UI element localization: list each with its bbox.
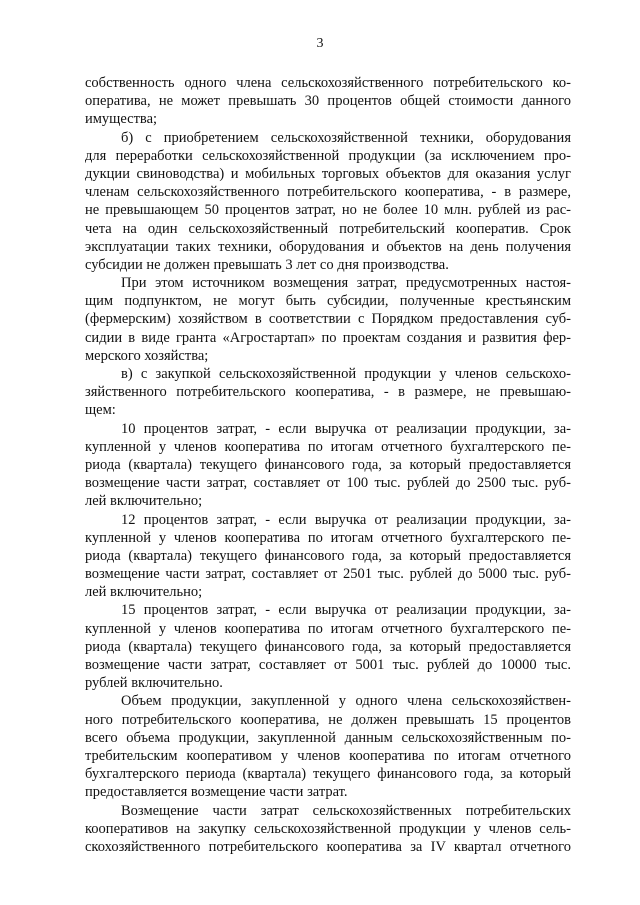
text-line: эксплуатации таких техники, оборудования и объектов на день получения: [85, 238, 571, 255]
page-number: 3: [316, 36, 324, 51]
text-line: купленной у членов кооператива по итогам отчетного бухгалтерского пе-: [85, 529, 571, 546]
text-line: субсидии не должен превышать 3 лет со дня производства.: [85, 256, 449, 273]
text-line: лей включительно;: [85, 493, 203, 510]
text-line: (фермерским) хозяйством в соответствии с Порядком предоставления суб-: [85, 311, 571, 328]
text-line: не превышающем 50 процентов затрат, но не более 10 млн. рублей из рас-: [85, 202, 571, 219]
text-line: возмещение части затрат, составляет от 100 тыс. рублей до 2500 тыс. руб-: [85, 475, 571, 492]
text-line: собственность одного члена сельскохозяйственного потребительского ко-: [85, 75, 571, 91]
text-line: риода (квартала) текущего финансового года, за который предоставляется: [85, 547, 571, 564]
text-line: б) с приобретением сельскохозяйственной техники, оборудования: [121, 129, 571, 146]
text-line: скохозяйственного потребительского кооператива за IV квартал отчетного: [85, 838, 571, 855]
text-line: ного потребительского кооператива, не должен превышать 15 процентов: [85, 711, 571, 728]
text-line: сидии в виде гранта «Агростартап» по проектам создания и развития фер-: [85, 329, 571, 346]
text-line: 10 процентов затрат, - если выручка от реализации продукции, за-: [121, 420, 571, 437]
text-line: При этом источником возмещения затрат, предусмотренных настоя-: [121, 275, 571, 292]
text-line: всего объема продукции, закупленной данным сельскохозяйственным по-: [85, 729, 571, 746]
document-body: [85, 74, 571, 856]
text-line: оператива, не может превышать 30 процентов общей стоимости данного: [85, 93, 571, 110]
text-line: в) с закупкой сельскохозяйственной продукции у членов сельскохо-: [121, 366, 571, 382]
text-line: требительским кооперативом у членов кооператива по итогам отчетного: [85, 747, 571, 764]
text-line: купленной у членов кооператива по итогам отчетного бухгалтерского пе-: [85, 620, 571, 637]
text-line: 15 процентов затрат, - если выручка от реализации продукции, за-: [121, 602, 571, 619]
text-line: риода (квартала) текущего финансового года, за который предоставляется: [85, 638, 571, 655]
text-line: щим подпунктом, не могут быть субсидии, полученные крестьянским: [85, 293, 571, 310]
text-line: членам сельскохозяйственного потребительского кооператива, - в размере,: [85, 184, 571, 201]
text-line: купленной у членов кооператива по итогам отчетного бухгалтерского пе-: [85, 438, 571, 455]
text-line: мерского хозяйства;: [85, 347, 209, 364]
text-line: зяйственного потребительского кооператива, - в размере, не превышаю-: [85, 384, 571, 401]
text-line: возмещение части затрат, составляет от 2501 тыс. рублей до 5000 тыс. руб-: [85, 566, 571, 583]
text-line: лей включительно;: [85, 584, 203, 601]
text-line: бухгалтерского периода (квартала) текущего финансового года, за который: [85, 766, 571, 783]
text-line: чета на один сельскохозяйственный потребительский кооператив. Срок: [85, 220, 571, 237]
text-line: щем:: [85, 402, 116, 419]
text-line: рублей включительно.: [85, 675, 223, 692]
text-line: возмещение части затрат, составляет от 5001 тыс. рублей до 10000 тыс.: [85, 657, 571, 673]
text-line: риода (квартала) текущего финансового года, за который предоставляется: [85, 456, 571, 473]
text-line: имущества;: [85, 111, 158, 128]
text-line: кооперативов на закупку сельскохозяйственной продукции у членов сель-: [85, 820, 571, 837]
text-line: предоставляется возмещение части затрат.: [85, 784, 348, 801]
text-line: для переработки сельскохозяйственной продукции (за исключением про-: [85, 147, 571, 164]
text-line: 12 процентов затрат, - если выручка от реализации продукции, за-: [121, 511, 571, 528]
text-line: дукции свиноводства) и мобильных торговых объектов для оказания услуг: [85, 165, 571, 182]
text-line: Объем продукции, закупленной у одного члена сельскохозяйствен-: [121, 693, 571, 710]
text-line: Возмещение части затрат сельскохозяйственных потребительских: [121, 802, 571, 819]
